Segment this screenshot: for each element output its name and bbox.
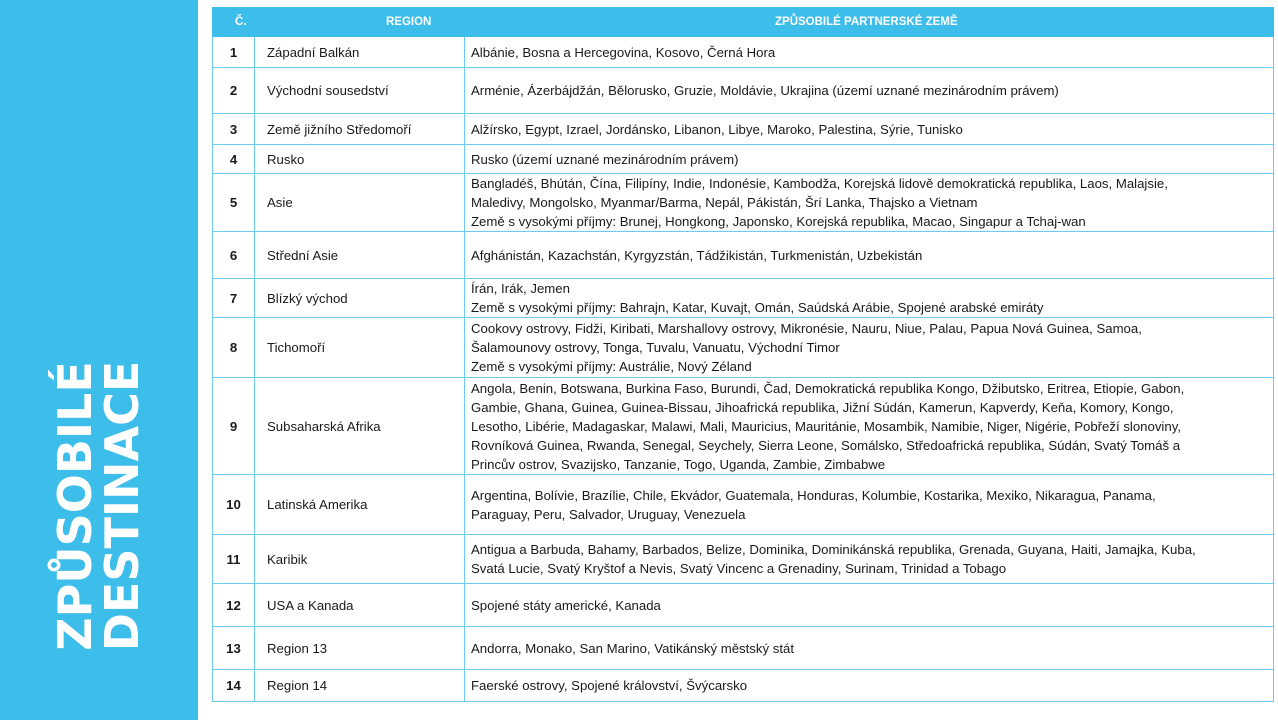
region-name: Asie [255,174,465,232]
region-name: Karibik [255,535,465,584]
row-number: 10 [213,475,255,535]
region-name: Latinská Amerika [255,475,465,535]
partner-countries [465,535,1274,584]
region-name: Země jižního Středomoří [255,114,465,145]
row-number: 1 [213,37,255,68]
partner-countries [465,37,1274,68]
partner-countries [465,145,1274,174]
countries-line: Gambie, Ghana, Guinea, Guinea-Bissau, Jihoafrická republika, Jižní Súdán, Kamerun, Kapverdy, Keňa, Komory, Kongo, [471,399,1174,415]
countries-line: Antigua a Barbuda, Bahamy, Barbados, Belize, Dominika, Dominikánská republika, Grenada, Guyana, Haiti, Jamajka, Kuba, [471,542,1196,557]
countries-line: Země s vysokými příjmy: Brunej, Hongkong, Japonsko, Korejská republika, Macao, Singapur a Tchaj-wan [471,214,1086,229]
table-row [213,535,1274,584]
row-number: 12 [213,584,255,627]
partner-countries [465,174,1274,232]
header-countries: ZPŮSOBILÉ PARTNERSKÉ ZEMĚ [465,8,1274,37]
region-name: Region 13 [255,627,465,670]
header-region: REGION [255,8,465,37]
region-name: Střední Asie [255,232,465,279]
countries-line: Alžírsko, Egypt, Izrael, Jordánsko, Libanon, Libye, Maroko, Palestina, Sýrie, Tunisko [471,121,963,137]
row-number: 11 [213,535,255,584]
countries-line: Albánie, Bosna a Hercegovina, Kosovo, Černá Hora [471,44,776,60]
row-number: 5 [213,174,255,232]
row-number: 7 [213,279,255,318]
partner-countries [465,68,1274,114]
partner-countries [465,670,1274,702]
sidebar-panel [0,0,198,720]
partner-countries [465,627,1274,670]
countries-line: Lesotho, Libérie, Madagaskar, Malawi, Mali, Mauricius, Mauritánie, Mosambik, Namibie, Niger, Nigérie, Pobřeží slonoviny, [471,418,1181,434]
table-header-row [213,8,1274,37]
region-name: Východní sousedství [255,68,465,114]
region-name: Subsaharská Afrika [255,378,465,475]
table-row [213,670,1274,702]
table-row [213,627,1274,670]
table-row [213,378,1274,475]
partner-countries [465,378,1274,475]
countries-line: Cookovy ostrovy, Fidži, Kiribati, Marshallovy ostrovy, Mikronésie, Nauru, Niue, Palau, Papua Nová Guinea, Samoa, [471,321,1142,336]
countries-line: Rovníková Guinea, Rwanda, Senegal, Seychely, Sierra Leone, Somálsko, Středoafrická republika, Súdán, Svatý Tomáš a [471,437,1181,453]
region-name: Rusko [255,145,465,174]
region-name: Západní Balkán [255,37,465,68]
countries-line: Země s vysokými příjmy: Bahrajn, Katar, Kuvajt, Omán, Saúdská Arábie, Spojené arabské emiráty [471,300,1044,315]
row-number: 9 [213,378,255,475]
countries-line: Země s vysokými příjmy: Austrálie, Nový Zéland [471,359,752,374]
region-name: Region 14 [255,670,465,702]
countries-line: Svatá Lucie, Svatý Kryštof a Nevis, Svatý Vincenc a Grenadiny, Surinam, Trinidad a Tobago [471,561,1007,576]
partner-countries [465,475,1274,535]
header-number: Č. [213,8,255,37]
countries-line: Afghánistán, Kazachstán, Kyrgyzstán, Tádžikistán, Turkmenistán, Uzbekistán [471,247,923,263]
partner-countries [465,232,1274,279]
countries-line: Šalamounovy ostrovy, Tonga, Tuvalu, Vanuatu, Východní Timor [471,340,840,355]
table-row [213,584,1274,627]
table-row [213,318,1274,378]
region-name: Blízký východ [255,279,465,318]
table-row [213,279,1274,318]
row-number: 2 [213,68,255,114]
countries-line: Spojené státy americké, Kanada [471,597,661,613]
countries-line: Arménie, Ázerbájdžán, Bělorusko, Gruzie, Moldávie, Ukrajina (území uznané mezinárodním právem) [471,83,1059,98]
destinations-table [212,7,1274,702]
countries-line: Maledivy, Mongolsko, Myanmar/Barma, Nepál, Pákistán, Šrí Lanka, Thajsko a Vietnam [471,195,978,210]
row-number: 14 [213,670,255,702]
table-row [213,232,1274,279]
row-number: 8 [213,318,255,378]
partner-countries [465,318,1274,378]
row-number: 4 [213,145,255,174]
row-number: 13 [213,627,255,670]
table-row [213,475,1274,535]
table-row [213,68,1274,114]
countries-line: Bangladéš, Bhútán, Čína, Filipíny, Indie, Indonésie, Kambodža, Korejská lidově demokratická republika, Laos, Malajsie, [471,176,1168,191]
region-name: USA a Kanada [255,584,465,627]
side-title-line-2: DESTINACE [95,360,149,652]
countries-line: Faerské ostrovy, Spojené království, Švýcarsko [471,678,748,693]
countries-line: Argentina, Bolívie, Brazílie, Chile, Ekvádor, Guatemala, Honduras, Kolumbie, Kostarika, Mexiko, Nikaragua, Panama, [471,487,1156,503]
partner-countries [465,114,1274,145]
table-row [213,114,1274,145]
countries-line: Rusko (území uznané mezinárodním právem) [471,151,739,167]
table-row [213,37,1274,68]
side-title [48,360,149,652]
partner-countries [465,584,1274,627]
row-number: 6 [213,232,255,279]
side-title-line-1: ZPŮSOBILÉ [48,361,102,651]
countries-line: Princův ostrov, Svazijsko, Tanzanie, Togo, Uganda, Zambie, Zimbabwe [471,456,886,472]
row-number: 3 [213,114,255,145]
table-row [213,174,1274,232]
countries-line: Írán, Irák, Jemen [471,281,570,296]
countries-line: Andorra, Monako, San Marino, Vatikánský městský stát [471,640,794,656]
countries-line: Angola, Benin, Botswana, Burkina Faso, Burundi, Čad, Demokratická republika Kongo, Džibutsko, Eritrea, Etiopie, Gabon, [471,380,1185,396]
region-name: Tichomoří [255,318,465,378]
countries-line: Paraguay, Peru, Salvador, Uruguay, Venezuela [471,506,746,522]
partner-countries [465,279,1274,318]
table-row [213,145,1274,174]
